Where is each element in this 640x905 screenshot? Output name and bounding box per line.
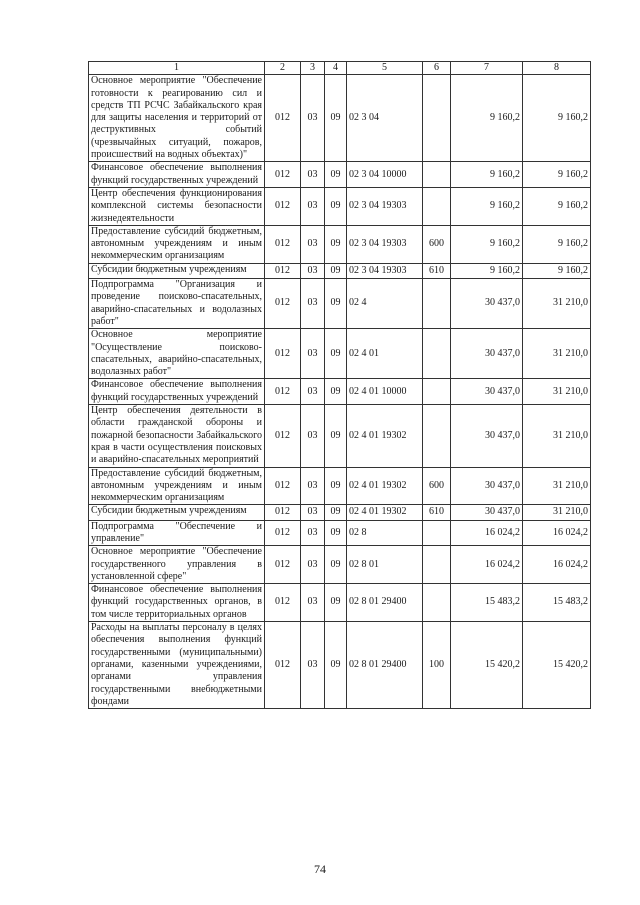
row-name-cell: Субсидии бюджетным учреждениям bbox=[89, 505, 265, 520]
subsection-cell: 09 bbox=[325, 467, 347, 505]
row-name-cell: Основное мероприятие "Обеспечение государственного управления в установленной сфере" bbox=[89, 546, 265, 584]
row-name-cell: Субсидии бюджетным учреждениям bbox=[89, 263, 265, 278]
expense-type-cell: 610 bbox=[423, 505, 451, 520]
section-cell: 03 bbox=[301, 263, 325, 278]
amount-year2-cell: 31 210,0 bbox=[523, 405, 591, 467]
amount-year1-cell: 16 024,2 bbox=[451, 520, 523, 546]
subsection-cell: 09 bbox=[325, 187, 347, 225]
budget-table bbox=[88, 61, 591, 709]
target-article-cell: 02 4 bbox=[347, 279, 423, 329]
admin-code-cell: 012 bbox=[265, 467, 301, 505]
amount-year1-cell: 9 160,2 bbox=[451, 263, 523, 278]
admin-code-cell: 012 bbox=[265, 520, 301, 546]
header-cell: 4 bbox=[325, 62, 347, 75]
target-article-cell: 02 3 04 10000 bbox=[347, 162, 423, 188]
header-cell: 7 bbox=[451, 62, 523, 75]
target-article-cell: 02 4 01 19302 bbox=[347, 467, 423, 505]
section-cell: 03 bbox=[301, 162, 325, 188]
subsection-cell: 09 bbox=[325, 505, 347, 520]
table-row bbox=[89, 467, 591, 505]
row-name-cell: Основное мероприятие "Осуществление поисково-спасательных, аварийно-спасательных, водолазных работ" bbox=[89, 329, 265, 379]
row-name-cell: Финансовое обеспечение выполнения функций государственных учреждений bbox=[89, 162, 265, 188]
subsection-cell: 09 bbox=[325, 520, 347, 546]
header-cell: 6 bbox=[423, 62, 451, 75]
subsection-cell: 09 bbox=[325, 225, 347, 263]
amount-year1-cell: 30 437,0 bbox=[451, 505, 523, 520]
table-row bbox=[89, 162, 591, 188]
amount-year1-cell: 30 437,0 bbox=[451, 279, 523, 329]
admin-code-cell: 012 bbox=[265, 405, 301, 467]
section-cell: 03 bbox=[301, 584, 325, 622]
subsection-cell: 09 bbox=[325, 379, 347, 405]
section-cell: 03 bbox=[301, 379, 325, 405]
amount-year2-cell: 16 024,2 bbox=[523, 520, 591, 546]
subsection-cell: 09 bbox=[325, 75, 347, 162]
row-name-cell: Центр обеспечения деятельности в области гражданской обороны и пожарной безопасности Забайкальского края в части осуществления поисковых и аварийно-спасательных мероприятий bbox=[89, 405, 265, 467]
subsection-cell: 09 bbox=[325, 329, 347, 379]
amount-year2-cell: 16 024,2 bbox=[523, 546, 591, 584]
header-cell: 5 bbox=[347, 62, 423, 75]
amount-year1-cell: 9 160,2 bbox=[451, 162, 523, 188]
admin-code-cell: 012 bbox=[265, 75, 301, 162]
row-name-cell: Расходы на выплаты персоналу в целях обеспечения выполнения функций государственными (муниципальными) органами, казенными учреждениями, органами управления государственными внебюджетными фондами bbox=[89, 622, 265, 709]
row-name-cell: Подпрограмма "Организация и проведение поисково-спасательных, аварийно-спасательных и водолазных работ" bbox=[89, 279, 265, 329]
table-row bbox=[89, 546, 591, 584]
header-cell: 1 bbox=[89, 62, 265, 75]
header-row bbox=[89, 62, 591, 75]
table-row bbox=[89, 520, 591, 546]
amount-year1-cell: 15 420,2 bbox=[451, 622, 523, 709]
header-cell: 8 bbox=[523, 62, 591, 75]
expense-type-cell bbox=[423, 162, 451, 188]
subsection-cell: 09 bbox=[325, 263, 347, 278]
table-body bbox=[89, 75, 591, 709]
target-article-cell: 02 4 01 19302 bbox=[347, 505, 423, 520]
table-row bbox=[89, 505, 591, 520]
amount-year1-cell: 30 437,0 bbox=[451, 329, 523, 379]
admin-code-cell: 012 bbox=[265, 187, 301, 225]
section-cell: 03 bbox=[301, 225, 325, 263]
expense-type-cell bbox=[423, 187, 451, 225]
subsection-cell: 09 bbox=[325, 622, 347, 709]
amount-year1-cell: 30 437,0 bbox=[451, 379, 523, 405]
amount-year1-cell: 30 437,0 bbox=[451, 467, 523, 505]
amount-year1-cell: 9 160,2 bbox=[451, 75, 523, 162]
amount-year2-cell: 31 210,0 bbox=[523, 279, 591, 329]
row-name-cell: Предоставление субсидий бюджетным, автономным учреждениям и иным некоммерческим организациям bbox=[89, 225, 265, 263]
header-cell: 2 bbox=[265, 62, 301, 75]
row-name-cell: Предоставление субсидий бюджетным, автономным учреждениям и иным некоммерческим организациям bbox=[89, 467, 265, 505]
admin-code-cell: 012 bbox=[265, 584, 301, 622]
amount-year2-cell: 9 160,2 bbox=[523, 75, 591, 162]
amount-year2-cell: 31 210,0 bbox=[523, 329, 591, 379]
table-row bbox=[89, 187, 591, 225]
expense-type-cell: 100 bbox=[423, 622, 451, 709]
amount-year2-cell: 15 483,2 bbox=[523, 584, 591, 622]
row-name-cell: Финансовое обеспечение выполнения функций государственных органов, в том числе территориальных органов bbox=[89, 584, 265, 622]
expense-type-cell bbox=[423, 329, 451, 379]
subsection-cell: 09 bbox=[325, 405, 347, 467]
table-row bbox=[89, 622, 591, 709]
amount-year2-cell: 9 160,2 bbox=[523, 162, 591, 188]
admin-code-cell: 012 bbox=[265, 279, 301, 329]
amount-year2-cell: 15 420,2 bbox=[523, 622, 591, 709]
target-article-cell: 02 4 01 19302 bbox=[347, 405, 423, 467]
admin-code-cell: 012 bbox=[265, 379, 301, 405]
amount-year2-cell: 31 210,0 bbox=[523, 467, 591, 505]
table-row bbox=[89, 263, 591, 278]
expense-type-cell: 600 bbox=[423, 467, 451, 505]
section-cell: 03 bbox=[301, 405, 325, 467]
table-row bbox=[89, 279, 591, 329]
row-name-cell: Основное мероприятие "Обеспечение готовности к реагированию сил и средств ТП РСЧС Забайкальского края для защиты населения и территорий от деструктивных событий (чрезвычайных ситуаций, пожаров, происшествий на водных объектах)" bbox=[89, 75, 265, 162]
section-cell: 03 bbox=[301, 622, 325, 709]
table-row bbox=[89, 225, 591, 263]
amount-year2-cell: 9 160,2 bbox=[523, 263, 591, 278]
target-article-cell: 02 4 01 10000 bbox=[347, 379, 423, 405]
expense-type-cell bbox=[423, 75, 451, 162]
target-article-cell: 02 8 01 bbox=[347, 546, 423, 584]
admin-code-cell: 012 bbox=[265, 546, 301, 584]
amount-year1-cell: 30 437,0 bbox=[451, 405, 523, 467]
header-cell: 3 bbox=[301, 62, 325, 75]
admin-code-cell: 012 bbox=[265, 329, 301, 379]
expense-type-cell bbox=[423, 279, 451, 329]
page-number: 74 bbox=[314, 862, 326, 876]
target-article-cell: 02 8 bbox=[347, 520, 423, 546]
table-row bbox=[89, 75, 591, 162]
amount-year1-cell: 9 160,2 bbox=[451, 187, 523, 225]
row-name-cell: Подпрограмма "Обеспечение и управление" bbox=[89, 520, 265, 546]
table-row bbox=[89, 405, 591, 467]
expense-type-cell: 610 bbox=[423, 263, 451, 278]
target-article-cell: 02 4 01 bbox=[347, 329, 423, 379]
admin-code-cell: 012 bbox=[265, 225, 301, 263]
expense-type-cell: 600 bbox=[423, 225, 451, 263]
subsection-cell: 09 bbox=[325, 584, 347, 622]
target-article-cell: 02 3 04 19303 bbox=[347, 187, 423, 225]
row-name-cell: Центр обеспечения функционирования комплексной системы безопасности жизнедеятельности bbox=[89, 187, 265, 225]
row-name-cell: Финансовое обеспечение выполнения функций государственных учреждений bbox=[89, 379, 265, 405]
subsection-cell: 09 bbox=[325, 279, 347, 329]
admin-code-cell: 012 bbox=[265, 162, 301, 188]
target-article-cell: 02 8 01 29400 bbox=[347, 622, 423, 709]
admin-code-cell: 012 bbox=[265, 622, 301, 709]
section-cell: 03 bbox=[301, 329, 325, 379]
section-cell: 03 bbox=[301, 520, 325, 546]
expense-type-cell bbox=[423, 520, 451, 546]
amount-year2-cell: 9 160,2 bbox=[523, 187, 591, 225]
admin-code-cell: 012 bbox=[265, 505, 301, 520]
target-article-cell: 02 3 04 19303 bbox=[347, 263, 423, 278]
subsection-cell: 09 bbox=[325, 546, 347, 584]
expense-type-cell bbox=[423, 546, 451, 584]
amount-year2-cell: 31 210,0 bbox=[523, 505, 591, 520]
table-row bbox=[89, 584, 591, 622]
admin-code-cell: 012 bbox=[265, 263, 301, 278]
amount-year1-cell: 15 483,2 bbox=[451, 584, 523, 622]
section-cell: 03 bbox=[301, 546, 325, 584]
section-cell: 03 bbox=[301, 279, 325, 329]
amount-year2-cell: 9 160,2 bbox=[523, 225, 591, 263]
section-cell: 03 bbox=[301, 505, 325, 520]
amount-year1-cell: 16 024,2 bbox=[451, 546, 523, 584]
target-article-cell: 02 3 04 bbox=[347, 75, 423, 162]
target-article-cell: 02 8 01 29400 bbox=[347, 584, 423, 622]
section-cell: 03 bbox=[301, 75, 325, 162]
expense-type-cell bbox=[423, 379, 451, 405]
amount-year2-cell: 31 210,0 bbox=[523, 379, 591, 405]
section-cell: 03 bbox=[301, 187, 325, 225]
table-row bbox=[89, 379, 591, 405]
amount-year1-cell: 9 160,2 bbox=[451, 225, 523, 263]
section-cell: 03 bbox=[301, 467, 325, 505]
subsection-cell: 09 bbox=[325, 162, 347, 188]
target-article-cell: 02 3 04 19303 bbox=[347, 225, 423, 263]
table-row bbox=[89, 329, 591, 379]
expense-type-cell bbox=[423, 405, 451, 467]
expense-type-cell bbox=[423, 584, 451, 622]
